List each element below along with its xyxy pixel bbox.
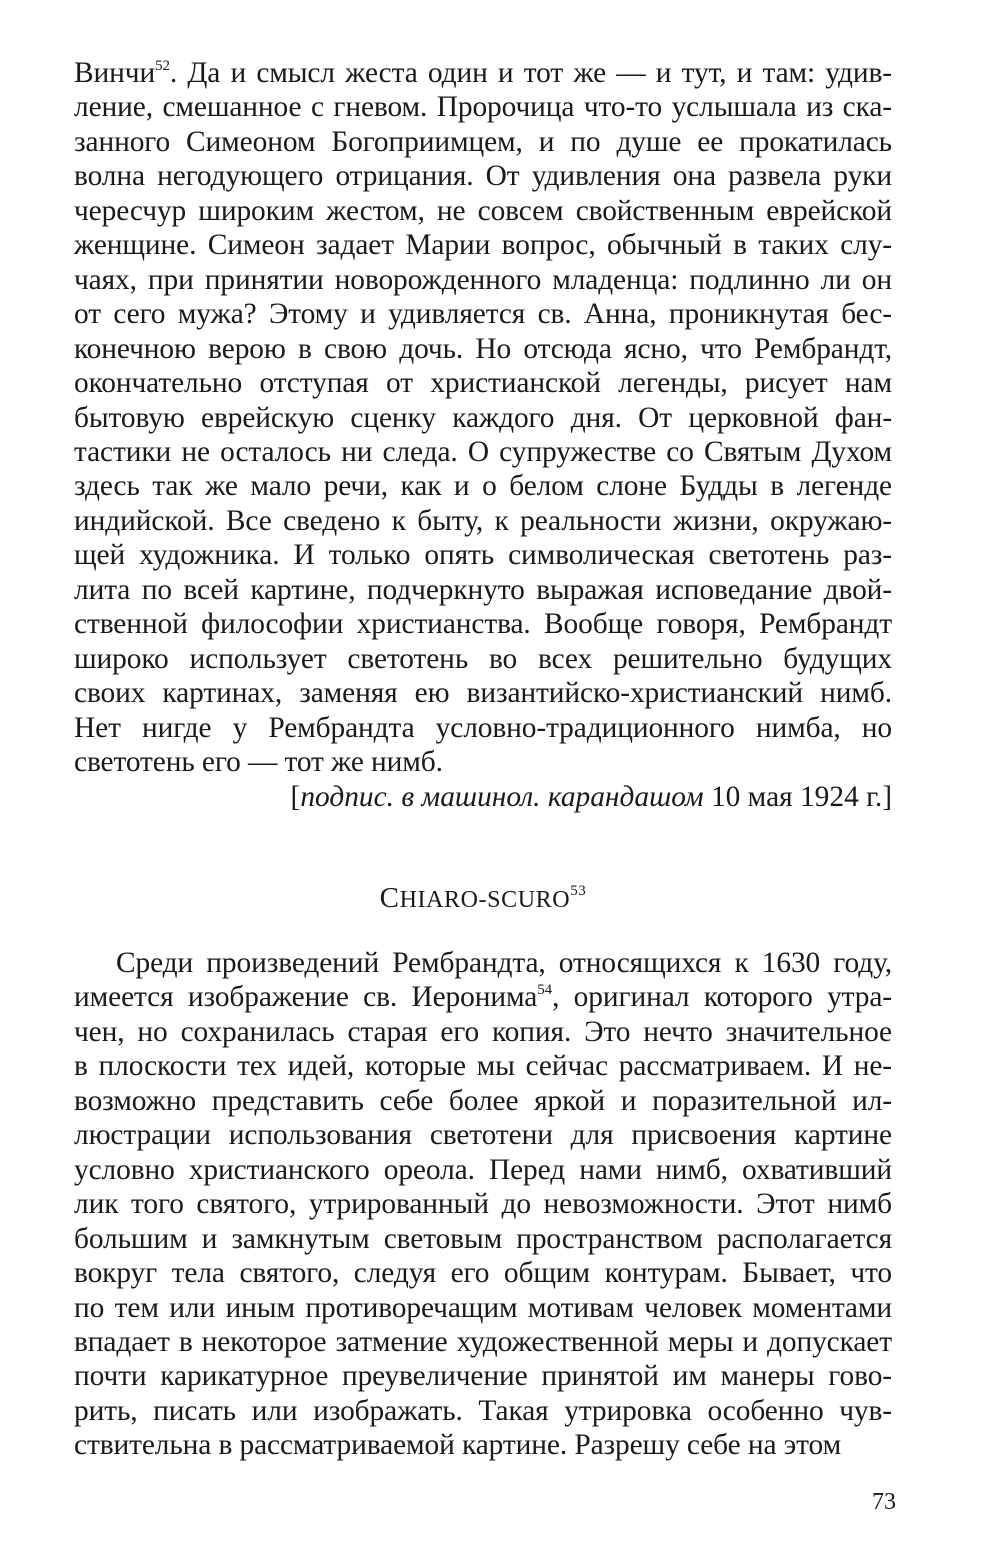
paragraph-2-line: возможно представить себе более яркой и поразительной ил- xyxy=(74,1084,892,1117)
paragraph-2-line: большим и замкнутым световым пространством располагается xyxy=(74,1222,892,1255)
signature-open-bracket: [ xyxy=(290,780,301,813)
paragraph-1-line: окончательно отступая от христианской легенды, рисует нам xyxy=(74,367,892,400)
paragraph-2-line: лик того святого, утрированный до невозможности. Этот нимб xyxy=(74,1188,892,1221)
paragraph-1-line: щей художника. И только опять символическая светотень раз- xyxy=(74,539,892,572)
paragraph-1-line: лита по всей картине, подчеркнуто выражая исповедание двой- xyxy=(74,573,892,606)
paragraph-2-line: рить, писать или изображать. Такая утрировка особенно чув- xyxy=(74,1394,892,1427)
paragraph-1-line: конечною верою в свою дочь. Но отсюда ясно, что Рембрандт, xyxy=(74,332,892,365)
paragraph-2-line: по тем или иным противоречащим мотивам человек моментами xyxy=(74,1291,892,1324)
paragraph-2-line: условно христианского ореола. Перед нами нимб, охвативший xyxy=(74,1153,892,1186)
footnote-marker: 54 xyxy=(537,982,553,999)
paragraph-2-line: Среди произведений Рембрандта, относящихся к 1630 году, xyxy=(116,947,892,979)
paragraph-1-line: бытовую еврейскую сценку каждого дня. От церковной фан- xyxy=(74,401,892,434)
section-title-rest: HIARO-SCURO xyxy=(399,887,571,913)
paragraph-1-line: индийской. Все сведено к быту, к реальности жизни, окружаю- xyxy=(74,504,892,537)
paragraph-1-line: чересчур широким жестом, не совсем свойственным еврейской xyxy=(74,194,892,227)
paragraph-1-line: своих картинах, заменяя ею византийско-христианский нимб. xyxy=(74,677,892,710)
section-title-footnote: 53 xyxy=(570,883,587,899)
paragraph-2-line xyxy=(74,980,892,1014)
signature-date: 10 мая 1924 г.] xyxy=(703,780,892,813)
paragraph-1-line: ственной философии христианства. Вообще говоря, Рембрандт xyxy=(74,608,892,641)
paragraph-1-line: тастики не осталось ни следа. О супружестве со Святым Духом xyxy=(74,435,892,468)
paragraph-1-line-text: . Да и смысл жеста один и тот же — и тут, и там: удив- xyxy=(169,57,892,89)
paragraph-1-line: волна негодующего отрицания. От удивления она развела руки xyxy=(74,160,892,193)
paragraph-1-line: ление, смешанное с гневом. Пророчица что-то услышала из ска- xyxy=(74,91,892,124)
paragraph-1-line: здесь так же мало речи, как и о белом слоне Будды в легенде xyxy=(74,470,892,503)
paragraph-1-line: чаях, при принятии новорожденного младенца: подлинно ли он xyxy=(74,263,892,296)
paragraph-1 xyxy=(74,56,892,780)
signature-italic: подпис. в машинол. карандашом xyxy=(300,780,704,813)
paragraph-2 xyxy=(74,946,892,1463)
paragraph-1-line: женщине. Симеон задает Марии вопрос, обычный в таких слу- xyxy=(74,229,892,262)
paragraph-2-line: люстрации использования светотени для присвоения картине xyxy=(74,1119,892,1152)
paragraph-2-line: вокруг тела святого, следуя его общим контурам. Бывает, что xyxy=(74,1257,892,1290)
paragraph-1-line: от сего мужа? Этому и удивляется св. Анна, проникнутая бес- xyxy=(74,298,892,331)
footnote-marker: 52 xyxy=(155,58,170,74)
paragraph-2-line-text: имеется изображение св. Иеронима xyxy=(74,981,538,1014)
paragraph-2-line: впадает в некоторое затмение художественной меры и допускает xyxy=(74,1325,892,1358)
paragraph-1-line: Нет нигде у Рембрандта условно-традиционного нимба, но xyxy=(74,711,892,744)
paragraph-2-line: в плоскости тех идей, которые мы сейчас рассматриваем. И не- xyxy=(74,1050,892,1083)
paragraph-1-line: светотень его — тот же нимб. xyxy=(74,746,443,779)
signature-note xyxy=(74,780,892,814)
paragraph-2-line: чен, но сохранилась старая его копия. Это нечто значительное xyxy=(74,1015,892,1048)
paragraph-1-line: занного Симеоном Богоприимцем, и по душе ее прокатилась xyxy=(74,125,892,158)
section-title-cap: C xyxy=(379,882,400,914)
paragraph-1-line xyxy=(74,56,892,90)
section-title xyxy=(74,882,892,915)
page-content xyxy=(74,56,892,1462)
paragraph-2-line: почти карикатурное преувеличение принятой им манеры гово- xyxy=(74,1360,892,1393)
paragraph-2-line: ствительна в рассматриваемой картине. Разрешу себе на этом xyxy=(74,1429,842,1462)
paragraph-1-line-text: Винчи xyxy=(74,57,156,89)
page-number: 73 xyxy=(872,1489,896,1515)
paragraph-2-line-text: , оригинал которого утра- xyxy=(552,981,892,1014)
paragraph-1-line: широко использует светотень во всех решительно будущих xyxy=(74,642,892,675)
